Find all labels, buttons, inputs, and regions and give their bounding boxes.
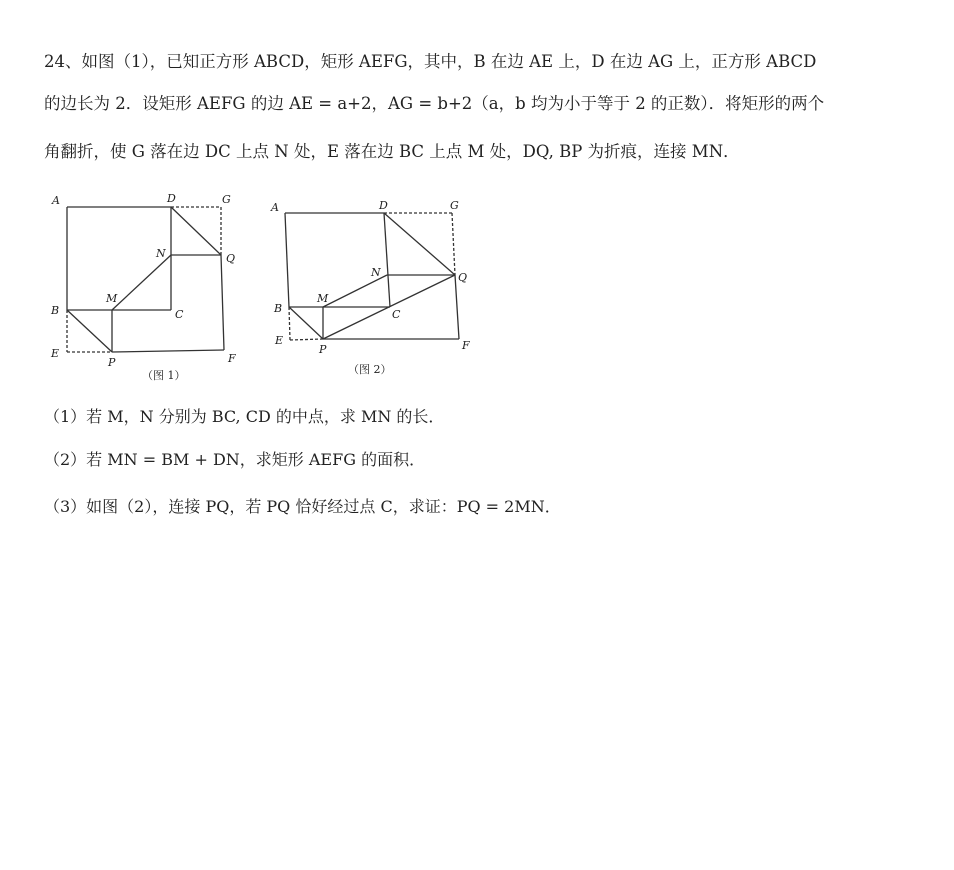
fig2-edge-QF [455,275,459,339]
fig2-label-C: C [392,308,401,321]
fig1-crease-BP [67,310,112,352]
fig2-label-N: N [371,266,381,279]
fig1-crease-DQ [171,207,221,255]
fig2-edge-EP [290,339,323,340]
fig2-label-F: F [462,339,470,352]
problem-line-2: 的边长为 2．设矩形 AEFG 的边 AE = a+2，AG = b+2（a，b 均为小于等于 2 的正数）．将矩形的两个 [44,94,825,113]
fig1-label-F: F [228,352,236,365]
fig2-label-P: P [319,343,327,356]
figure-2-labels [270,199,470,376]
fig1-label-B: B [51,304,60,317]
question-3: （3）如图（2），连接 PQ，若 PQ 恰好经过点 C，求证：PQ = 2MN． [44,497,561,516]
fig1-label-E: E [51,347,60,360]
figure-1 [67,207,224,352]
figure-1-labels [50,192,236,382]
fig2-edge-AB [285,213,289,307]
fig2-edge-DC [384,213,390,307]
fig1-segment-MN [112,255,171,310]
problem-line-1: 24、如图（1），已知正方形 ABCD，矩形 AEFG，其中，B 在边 AE 上，D 在边 AG 上，正方形 ABCD [44,52,817,71]
fig1-label-M: M [106,292,118,305]
fig1-edge-PF [112,350,224,352]
fig2-label-E: E [275,334,284,347]
question-1: （1）若 M，N 分别为 BC, CD 的中点，求 MN 的长． [44,407,445,426]
fig1-label-D: D [167,192,176,205]
fig1-label-Q: Q [226,252,236,265]
fig1-label-N: N [156,247,166,260]
question-2: （2）若 MN = BM + DN，求矩形 AEFG 的面积． [44,450,426,469]
fig1-label-A: A [52,194,60,207]
fig2-label-A: A [271,201,279,214]
fig1-label-P: P [108,356,116,369]
fig2-label-Q: Q [458,271,468,284]
fig2-segment-MN [323,275,387,307]
fig2-crease-DQ [384,213,455,275]
fig2-caption: （图 2） [348,363,392,376]
fig2-edge-BE [289,307,290,340]
fig1-label-C: C [175,308,184,321]
problem-line-3: 角翻折，使 G 落在边 DC 上点 N 处，E 落在边 BC 上点 M 处，DQ, BP 为折痕，连接 MN． [44,142,740,161]
fig1-edge-QF [221,255,224,350]
fig1-caption: （图 1） [142,369,186,382]
fig2-label-D: D [379,199,388,212]
fig2-label-B: B [274,302,283,315]
fig2-label-M: M [317,292,329,305]
fig2-label-G: G [450,199,459,212]
fig2-crease-BP [289,307,323,339]
fig2-edge-GQ [452,213,455,275]
fig1-label-G: G [222,193,231,206]
